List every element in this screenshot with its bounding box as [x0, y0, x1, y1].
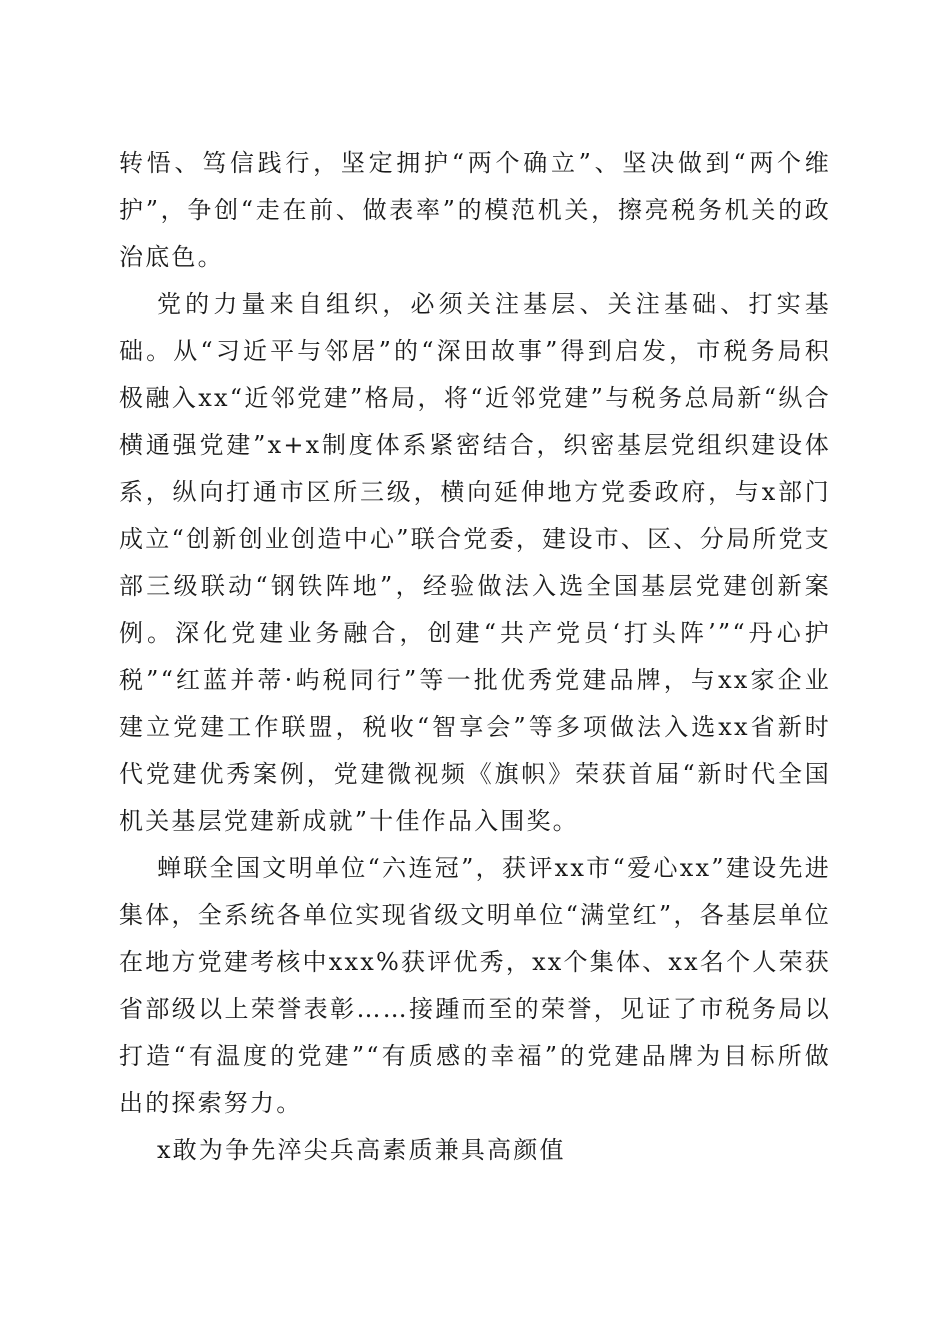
section-heading: x敢为争先淬尖兵高素质兼具高颜值 [157, 1136, 566, 1164]
paragraph-honors: 蝉联全国文明单位“六连冠”，获评xx市“爱心xx”建设先进集体，全系统各单位实现省级文明单位“满堂红”，各基层单位在地方党建考核中xxx%获评优秀，xx个集体、xx名个人荣获省部级以上荣誉表彰……接踵而至的荣誉，见证了市税务局以打造“有温度的党建”“有质感的幸福”的党建品牌为目标所做出的探索努力。 [119, 854, 831, 1117]
document-body [119, 140, 831, 1174]
paragraph-continuation: 转悟、笃信践行，坚定拥护“两个确立”、坚决做到“两个维护”，争创“走在前、做表率”的模范机关，擦亮税务机关的政治底色。 [119, 149, 831, 271]
paragraph-party-organization: 党的力量来自组织，必须关注基层、关注基础、打实基础。从“习近平与邻居”的“深田故事”得到启发，市税务局积极融入xx“近邻党建”格局，将“近邻党建”与税务总局新“纵合横通强党建”x+x制度体系紧密结合，织密基层党组织建设体系，纵向打通市区所三级，横向延伸地方党委政府，与x部门成立“创新创业创造中心”联合党委，建设市、区、分局所党支部三级联动“钢铁阵地”，经验做法入选全国基层党建创新案例。深化党建业务融合，创建“共产党员‘打头阵’”“丹心护税”“红蓝并蒂·屿税同行”等一批优秀党建品牌，与xx家企业建立党建工作联盟，税收“智享会”等多项做法入选xx省新时代党建优秀案例，党建微视频《旗帜》荣获首届“新时代全国机关基层党建新成就”十佳作品入围奖。 [119, 290, 831, 835]
